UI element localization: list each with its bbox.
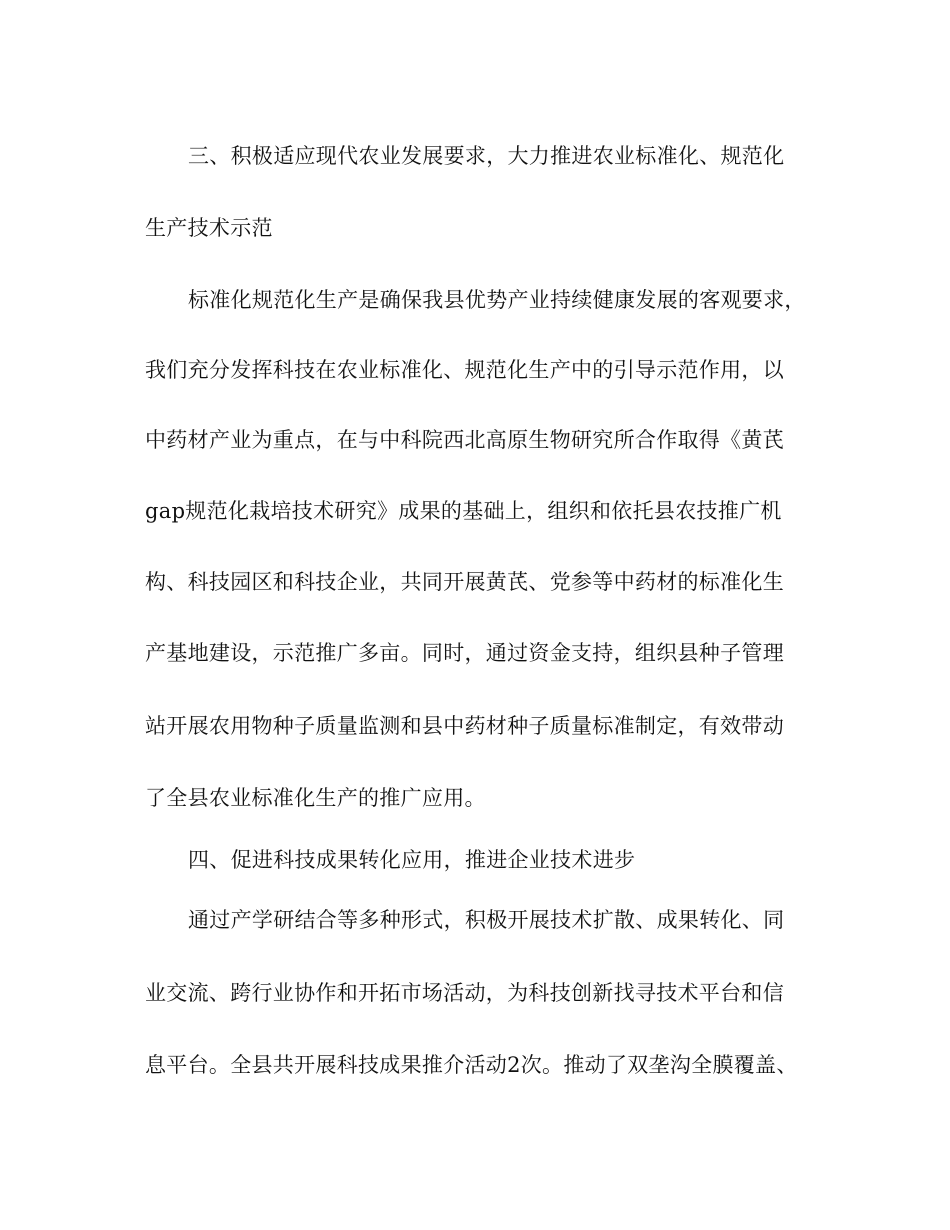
section-3-body-line-4: gap规范化栽培技术研究》成果的基础上，组织和依托县农技推广机 xyxy=(145,499,782,523)
section-4-body-line-1: 通过产学研结合等多种形式，积极开展技术扩散、成果转化、同 xyxy=(188,908,785,932)
section-3-body-line-2: 我们充分发挥科技在农业标准化、规范化生产中的引导示范作用，以 xyxy=(145,358,784,382)
section-3-heading-line-2: 生产技术示范 xyxy=(145,216,273,240)
section-3-body-line-1: 标准化规范化生产是确保我县优势产业持续健康发展的客观要求， xyxy=(188,288,806,312)
section-3-body-line-7: 站开展农用物种子质量监测和县中药材种子质量标准制定，有效带动 xyxy=(145,714,784,738)
section-3-body-line-8: 了全县农业标准化生产的推广应用。 xyxy=(145,786,486,810)
section-3-body-line-6: 产基地建设，示范推广多亩。同时，通过资金支持，组织县种子管理 xyxy=(145,641,784,665)
section-4-body-line-3: 息平台。全县共开展科技成果推介活动2次。推动了双垄沟全膜覆盖、 xyxy=(145,1053,798,1077)
section-3-heading-line-1: 三、积极适应现代农业发展要求，大力推进农业标准化、规范化 xyxy=(188,144,785,168)
section-3-body-line-3: 中药材产业为重点，在与中科院西北高原生物研究所合作取得《黄芪 xyxy=(145,428,784,452)
section-4-heading: 四、促进科技成果转化应用，推进企业技术进步 xyxy=(188,848,636,872)
section-4-body-line-2: 业交流、跨行业协作和开拓市场活动，为科技创新找寻技术平台和信 xyxy=(145,981,784,1005)
section-3-body-line-5: 构、科技园区和科技企业，共同开展黄芪、党参等中药材的标准化生 xyxy=(145,570,784,594)
